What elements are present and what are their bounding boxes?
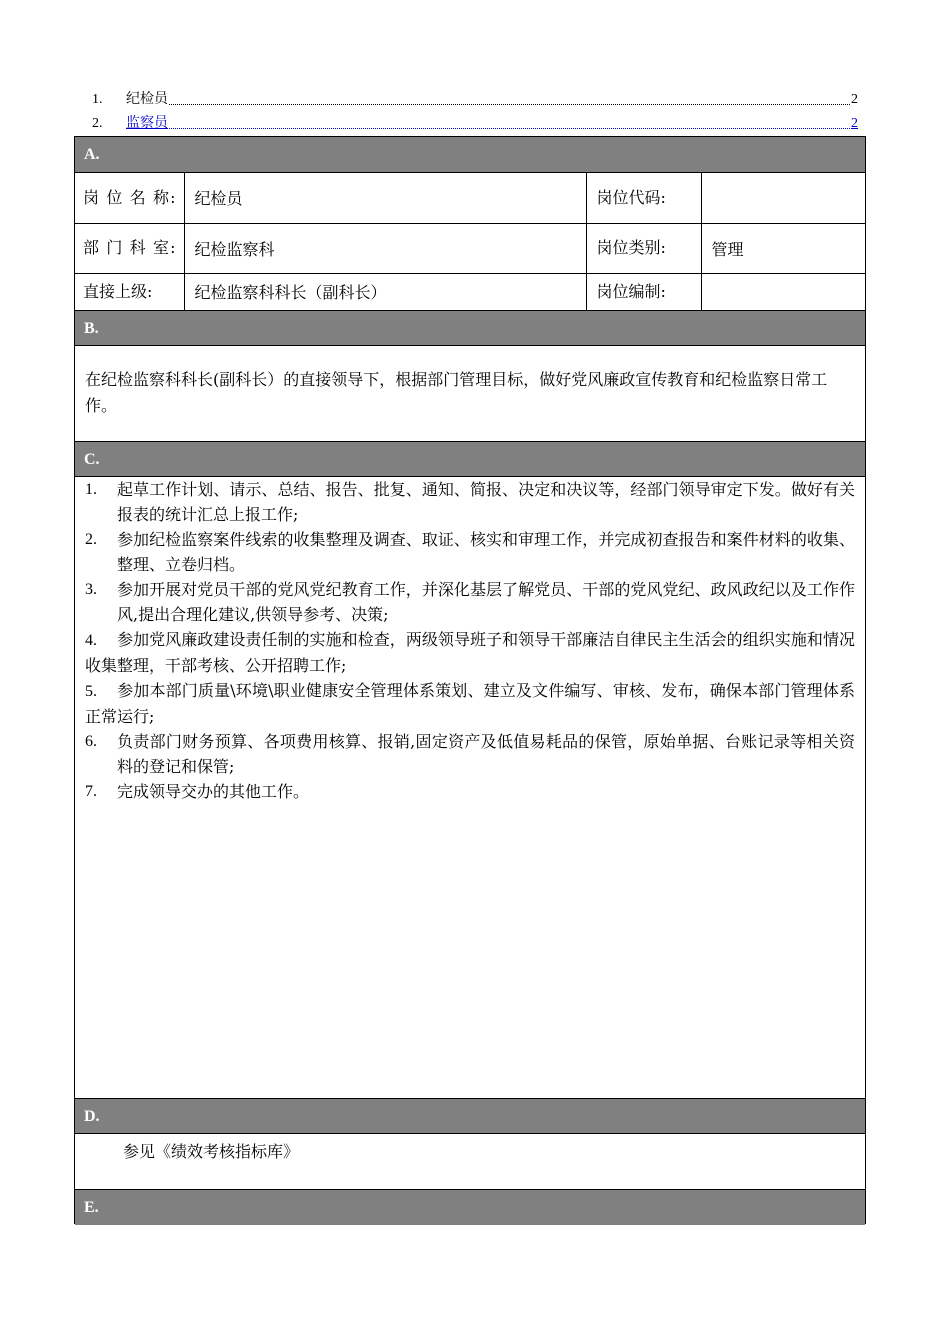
toc-entry[interactable] xyxy=(92,90,858,108)
list-item-number: 7. xyxy=(85,783,97,800)
list-item xyxy=(85,729,855,779)
job-description-form xyxy=(74,136,866,1224)
direct-superior-value: 纪检监察科科长（副科长） xyxy=(184,273,586,310)
section-header-b: B. xyxy=(75,310,865,346)
position-type-value: 管理 xyxy=(701,223,865,273)
section-header-c: C. xyxy=(75,441,865,477)
list-item xyxy=(85,627,855,678)
toc-leader-dots xyxy=(169,127,850,129)
list-item xyxy=(85,527,855,577)
position-quota-label: 岗位编制: xyxy=(586,273,701,310)
toc-leader-dots xyxy=(169,103,850,105)
list-item xyxy=(85,678,855,729)
department-label: 部 门 科 室: xyxy=(75,223,184,273)
position-name-label: 岗 位 名 称: xyxy=(75,173,184,223)
section-header-d: D. xyxy=(75,1098,865,1134)
job-info-table xyxy=(75,173,865,311)
list-item xyxy=(85,779,855,804)
list-item-text: 参加开展对党员干部的党风党纪教育工作，并深化基层了解党员、干部的党风党纪、政风政纪以及工作作风,提出合理化建议,供领导参考、决策; xyxy=(117,580,855,624)
toc-entry-title[interactable]: 监察员 xyxy=(126,116,168,131)
list-item-number: 4. xyxy=(85,632,97,649)
kpi-reference: 参见《绩效考核指标库》 xyxy=(123,1142,300,1161)
toc-entry-number: 1. xyxy=(92,92,103,107)
toc-entry-number: 2. xyxy=(92,116,103,131)
list-item-text: 起草工作计划、请示、总结、报告、批复、通知、简报、决定和决议等，经部门领导审定下发。做好有关报表的统计汇总上报工作; xyxy=(117,480,855,524)
list-item-text: 完成领导交办的其他工作。 xyxy=(117,782,310,801)
list-item-text: 参加党风廉政建设责任制的实施和检查，两级领导班子和领导干部廉洁自律民主生活会的组织实施和情况收集整理，干部考核、公开招聘工作; xyxy=(85,630,855,675)
list-item-number: 6. xyxy=(85,733,97,750)
position-code-value xyxy=(701,173,865,223)
toc-entry-title: 纪检员 xyxy=(126,92,168,107)
toc-entry-page: 2 xyxy=(851,92,858,107)
list-item xyxy=(85,477,855,527)
section-header-e: E. xyxy=(75,1189,865,1225)
list-item-number: 2. xyxy=(85,531,97,548)
duties-list xyxy=(85,477,855,804)
list-item-number: 3. xyxy=(85,581,97,598)
department-value: 纪检监察科 xyxy=(184,223,586,273)
list-item-number: 5. xyxy=(85,683,97,700)
position-name-value: 纪检员 xyxy=(184,173,586,223)
list-item-text: 负责部门财务预算、各项费用核算、报销,固定资产及低值易耗品的保管，原始单据、台账记录等相关资料的登记和保管; xyxy=(117,732,855,776)
position-code-label: 岗位代码: xyxy=(586,173,701,223)
position-quota-value xyxy=(701,273,865,310)
list-item-number: 1. xyxy=(85,481,97,498)
direct-superior-label: 直接上级: xyxy=(75,273,184,310)
position-type-label: 岗位类别: xyxy=(586,223,701,273)
toc-entry-page[interactable]: 2 xyxy=(851,116,858,131)
section-header-a: A. xyxy=(75,137,865,173)
list-item-text: 参加本部门质量\环境\职业健康安全管理体系策划、建立及文件编写、审核、发布，确保本部门管理体系正常运行; xyxy=(85,681,855,726)
toc-entry-link[interactable] xyxy=(92,114,858,132)
job-summary: 在纪检监察科科长(副科长）的直接领导下，根据部门管理目标，做好党风廉政宣传教育和纪检监察日常工作。 xyxy=(85,370,828,415)
list-item xyxy=(85,577,855,627)
list-item-text: 参加纪检监察案件线索的收集整理及调查、取证、核实和审理工作，并完成初查报告和案件材料的收集、整理、立卷归档。 xyxy=(117,530,855,574)
